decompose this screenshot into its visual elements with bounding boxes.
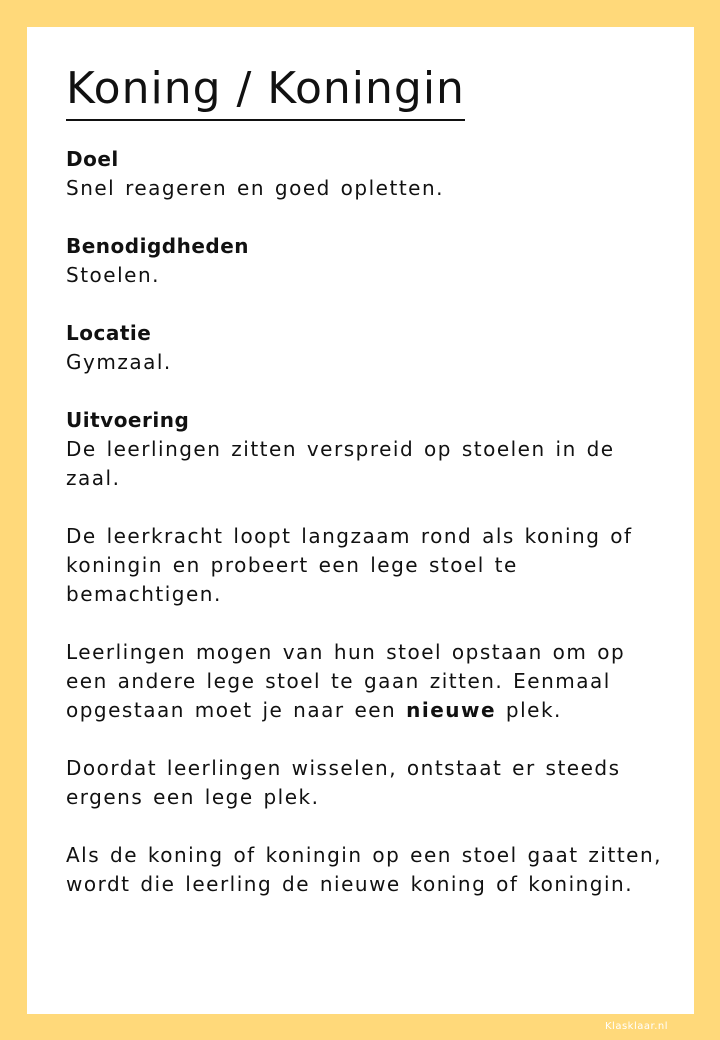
card-content (66, 145, 666, 928)
section-text: Snel reageren en goed opletten. (66, 176, 444, 200)
paragraph-text: Leerlingen mogen van hun stoel opstaan om op een andere lege stoel te gaan zitten. Eenmaal opgestaan moet je naar een (66, 640, 626, 722)
section-text: Stoelen. (66, 263, 160, 287)
section-heading: Benodigdheden (66, 234, 250, 258)
section-locatie (66, 319, 666, 377)
page-title: Koning / Koningin (66, 59, 465, 121)
emphasis-text: nieuwe (406, 698, 497, 722)
paragraph: De leerlingen zitten verspreid op stoelen in de zaal. (66, 437, 615, 490)
section-heading: Uitvoering (66, 408, 190, 432)
paragraph: Doordat leerlingen wisselen, ontstaat er steeds ergens een lege plek. (66, 756, 621, 809)
section-benodigdheden (66, 232, 666, 290)
footer-credit: Klasklaar.nl (605, 1021, 668, 1032)
section-uitvoering (66, 406, 666, 899)
paragraph-text: plek. (496, 698, 562, 722)
game-card (27, 27, 694, 1014)
section-heading: Locatie (66, 321, 152, 345)
paragraph: Als de koning of koningin op een stoel gaat zitten, wordt die leerling de nieuwe koning of koningin. (66, 843, 663, 896)
paragraph (66, 638, 666, 725)
paragraph: De leerkracht loopt langzaam rond als koning of koningin en probeert een lege stoel te bemachtigen. (66, 524, 633, 606)
section-doel (66, 145, 666, 203)
section-text: Gymzaal. (66, 350, 172, 374)
section-heading: Doel (66, 147, 119, 171)
